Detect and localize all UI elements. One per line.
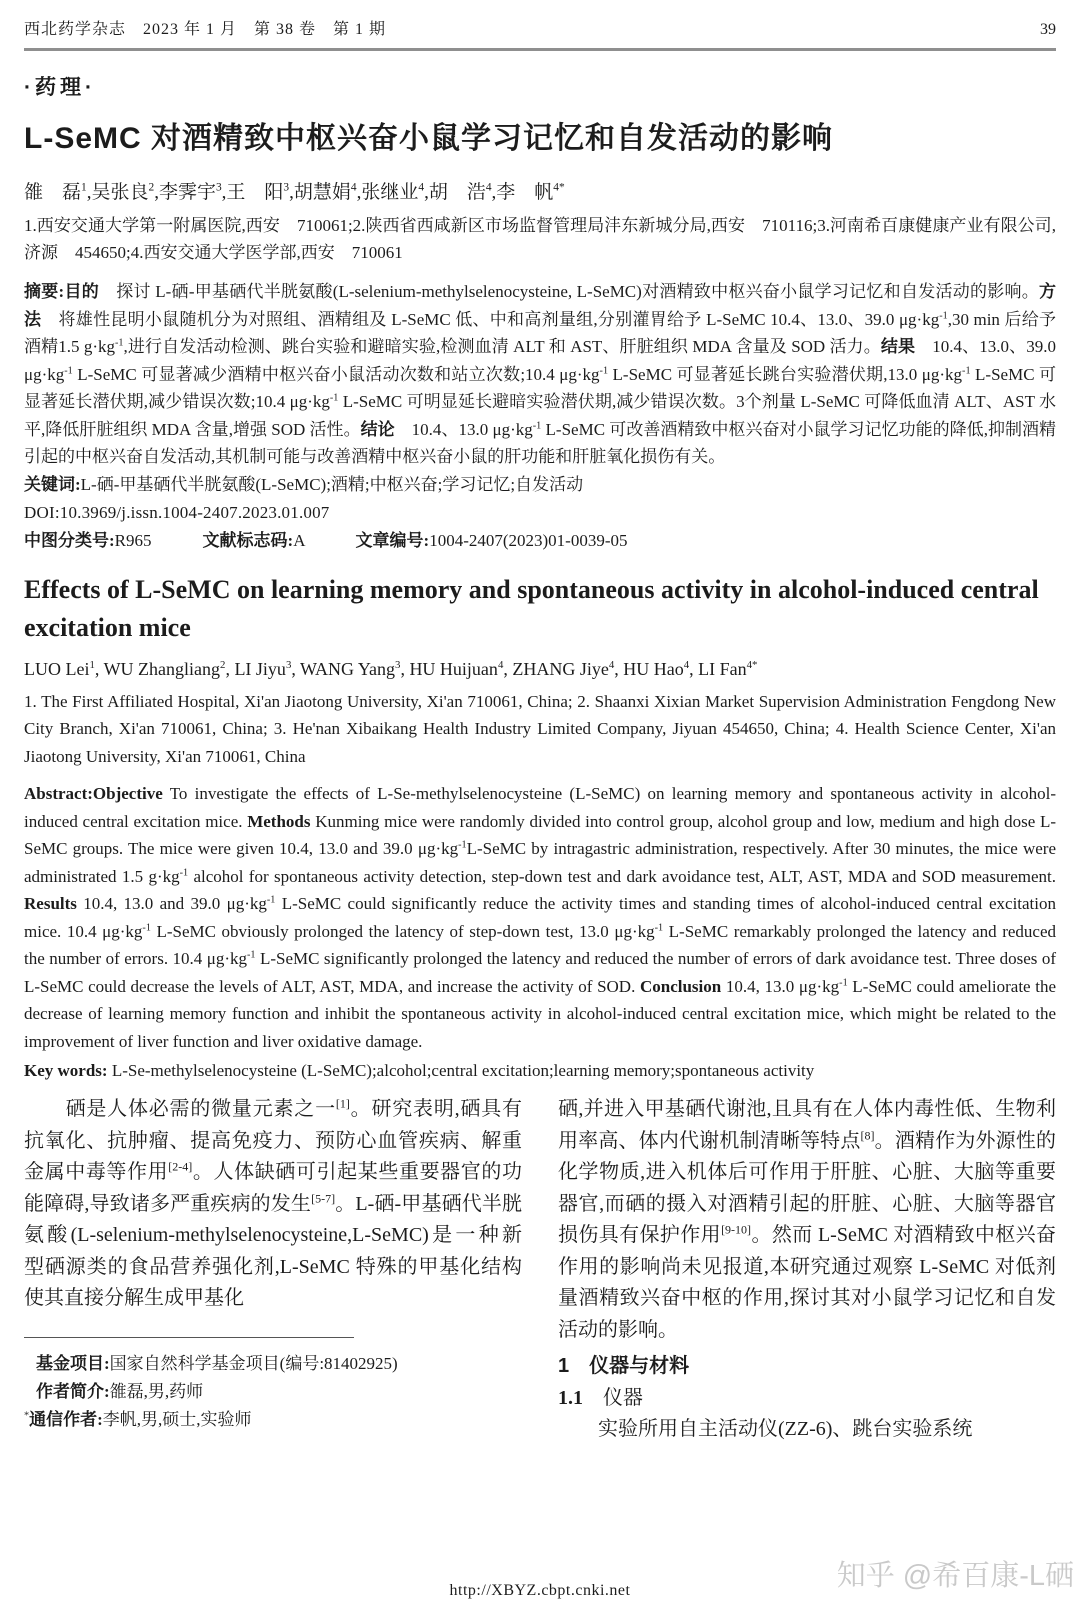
abstract-en: Abstract:Objective To investigate the effects of L-Se-methylselenocysteine (L-SeMC) on learning memory and spontaneous activity in alcohol-induced central excitation mice. Methods Kunming mice were randomly divided into control group, alcohol group and low, medium and high dose L-SeMC groups. The mice were given 10.4, 13.0 and 39.0 $\mu g\cdot kg^{-1}L$-SeMC by intragastric administration, respectively. After 30 minutes, the mice were administrated 1.5 $g\cdot kg^{-1}$ alcohol for spontaneous activity detection, step-down test and dark avoidance test, ALT, AST, MDA and SOD measurement. Results 10.4, 13.0 and 39.0 $\mu g\cdot kg^{-1}$ L-SeMC could significantly reduce the activity times and standing times of alcohol-induced central excitation mice. 10.4 $\mu g\cdot kg^{-1}$ L-SeMC obviously prolonged the latency of step-down test, 13.0 $\mu g\cdot kg^{-1}$ L-SeMC remarkably prolonged the latency and reduced the number of errors. 10.4 $\mu g\cdot kg^{-1}$ L-SeMC significantly prolonged the latency and reduced the number of errors of dark avoidance test. Three doses of L-SeMC could decrease the levels of ALT, AST, MDA, and increase the activity of SOD. Conclusion 10.4, 13.0 $\mu g\cdot kg^{-1}$ L-SeMC could ameliorate the decrease of learning memory function and inhibit the spontaneous activity in alcohol-induced central excitation mice, which might be related to the improvement of liver function and liver oxidative damage. [24,784,1057,1051]
section-heading-1: 1 仪器与材料 [558,1355,690,1377]
section-heading-1-1: 1.1 仪器 [558,1387,643,1409]
journal-issue-info: 西北药学杂志 2023 年 1 月 第 38 卷 第 1 期 [24,21,387,38]
keywords-en: Key words: L-Se-methylselenocysteine (L-SeMC);alcohol;central excitation;learning memory;spontaneous activity [24,1061,815,1080]
keywords-zh: 关键词:L-硒-甲基硒代半胱氨酸(L-SeMC);酒精;中枢兴奋;学习记忆;自发活动 [24,474,584,494]
affiliations-zh: 1.西安交通大学第一附属医院,西安 710061;2.陕西省西咸新区市场监督管理局沣东新城分局,西安 710116;3.河南希百康健康产业有限公司,济源 454650;4.西安交通大学医学部,西安 710061 [24,216,1056,262]
body-column-left [24,1094,522,1446]
footnote-divider [24,1337,354,1338]
clc-line: 中图分类号:R965 文献标志码:A 文章编号:1004-2407(2023)01-0039-05 [24,530,628,550]
footnote-author-bio: 作者简介:雒磊,男,药师 [36,1381,204,1401]
zhihu-watermark: 知乎 @希百康-L硒 [836,1560,1074,1592]
article-title-en: Effects of L-SeMC on learning memory and spontaneous activity in alcohol-induced central excitation mice [24,574,1039,642]
body-columns [24,1094,1056,1446]
page-number: 39 [1040,21,1056,38]
intro-paragraph-left: 硒是人体必需的微量元素之一[1]。研究表明,硒具有抗氧化、抗肿瘤、提高免疫力、预防心血管疾病、解重金属中毒等作用[2-4]。人体缺硒可引起某些重要器官的功能障碍,导致诸多严重疾病的发生[5-7]。L-硒-甲基硒代半胱氨酸(L-selenium-methylselenocysteine,L-SeMC)是一种新型硒源类的食品营养强化剂,L-SeMC 特殊的甲基化结构使其直接分解生成甲基化 [24,1096,523,1309]
journal-website-url: http://XBYZ.cbpt.cnki.net [449,1582,631,1599]
article-title-zh: L-SeMC 对酒精致中枢兴奋小鼠学习记忆和自发活动的影响 [24,122,833,155]
authors-en: LUO Lei$^1$, WU Zhangliang$^2$, LI Jiyu$^3$, WANG Yang$^3$, HU Huijuan$^4$, ZHANG Jiye$^4$, HU Hao$^4$, LI Fan$^{4*}$ [24,658,758,679]
footnote-fund: 基金项目:国家自然科学基金项目(编号:81402925) [36,1353,398,1373]
page-header [24,16,1056,51]
authors-zh: 雒 磊$^1$,吴张良$^2$,李霁宇$^3$,王 阳$^3$,胡慧娟$^4$,张继业$^4$,胡 浩$^4$,李 帆$^{4*}$ [24,181,565,203]
affiliations-en: 1. The First Affiliated Hospital, Xi'an Jiaotong University, Xi'an 710061, China; 2. Shaanxi Xixian Market Supervision Administration Fengdong New City Branch, Xi'an 710061, China; 3. He'nan Xibaikang Health Industry Limited Company, Jiyuan 454650, China; 4. Health Science Center, Xi'an Jiaotong University, Xi'an 710061, China [24,691,1056,766]
footnote-corresponding-author: *通信作者:李帆,男,硕士,实验师 [24,1409,252,1429]
abstract-zh: 摘要:目的 探讨 L-硒-甲基硒代半胱氨酸(L-selenium-methylselenocysteine, L-SeMC)对酒精致中枢兴奋小鼠学习记忆和自发活动的影响。方法 将雄性昆明小鼠随机分为对照组、酒精组及 L-SeMC 低、中和高剂量组,分别灌胃给予 L-SeMC 10.4、13.0、39.0 $\mu g\cdot kg^{-1},30$ min 后给予酒精1.5 $g\cdot kg^{-1}$,进行自发活动检测、跳台实验和避暗实验,检测血清 ALT 和 AST、肝脏组织 MDA 含量及 SOD 活力。结果 10.4、13.0、39.0 $\mu g\cdot kg^{-1}$ L-SeMC 可显著减少酒精中枢兴奋小鼠活动次数和站立次数;10.4 $\mu g\cdot kg^{-1}$ L-SeMC 可显著延长跳台实验潜伏期,13.0 $\mu g\cdot kg^{-1}$ L-SeMC 可显著延长潜伏期,减少错误次数;10.4 $\mu g\cdot kg^{-1}$ L-SeMC 可明显延长避暗实验潜伏期,减少错误次数。3个剂量 L-SeMC 可降低血清 ALT、AST 水平,降低肝脏组织 MDA 含量,增强 SOD 活性。结论 10.4、13.0 $\mu g\cdot kg^{-1}$ L-SeMC 可改善酒精致中枢兴奋对小鼠学习记忆功能的降低,抑制酒精引起的中枢兴奋自发活动,其机制可能与改善酒精中枢兴奋小鼠的肝功能和肝脏氧化损伤有关。 [24,282,1057,466]
doi-line: DOI:10.3969/j.issn.1004-2407.2023.01.007 [24,502,330,522]
column-section-label: ·药理· [24,76,96,99]
footnote-block [24,1337,522,1434]
section-1-1-paragraph: 实验所用自主活动仪(ZZ-6)、跳台实验系统 [558,1418,973,1440]
intro-paragraph-right: 硒,并进入甲基硒代谢池,且具有在人体内毒性低、生物利用率高、体内代谢机制清晰等特点[8]。酒精作为外源性的化学物质,进入机体后可作用于肝脏、心脏、大脑等重要器官,而硒的摄入对酒精引起的肝脏、心脏、大脑等器官损伤具有保护作用[9-10]。然而 L-SeMC 对酒精致中枢兴奋作用的影响尚未见报道,本研究通过观察 L-SeMC 对低剂量酒精致兴奋中枢的作用,探讨其对小鼠学习记忆和自发活动的影响。 [558,1098,1057,1341]
body-column-right [558,1094,1056,1446]
